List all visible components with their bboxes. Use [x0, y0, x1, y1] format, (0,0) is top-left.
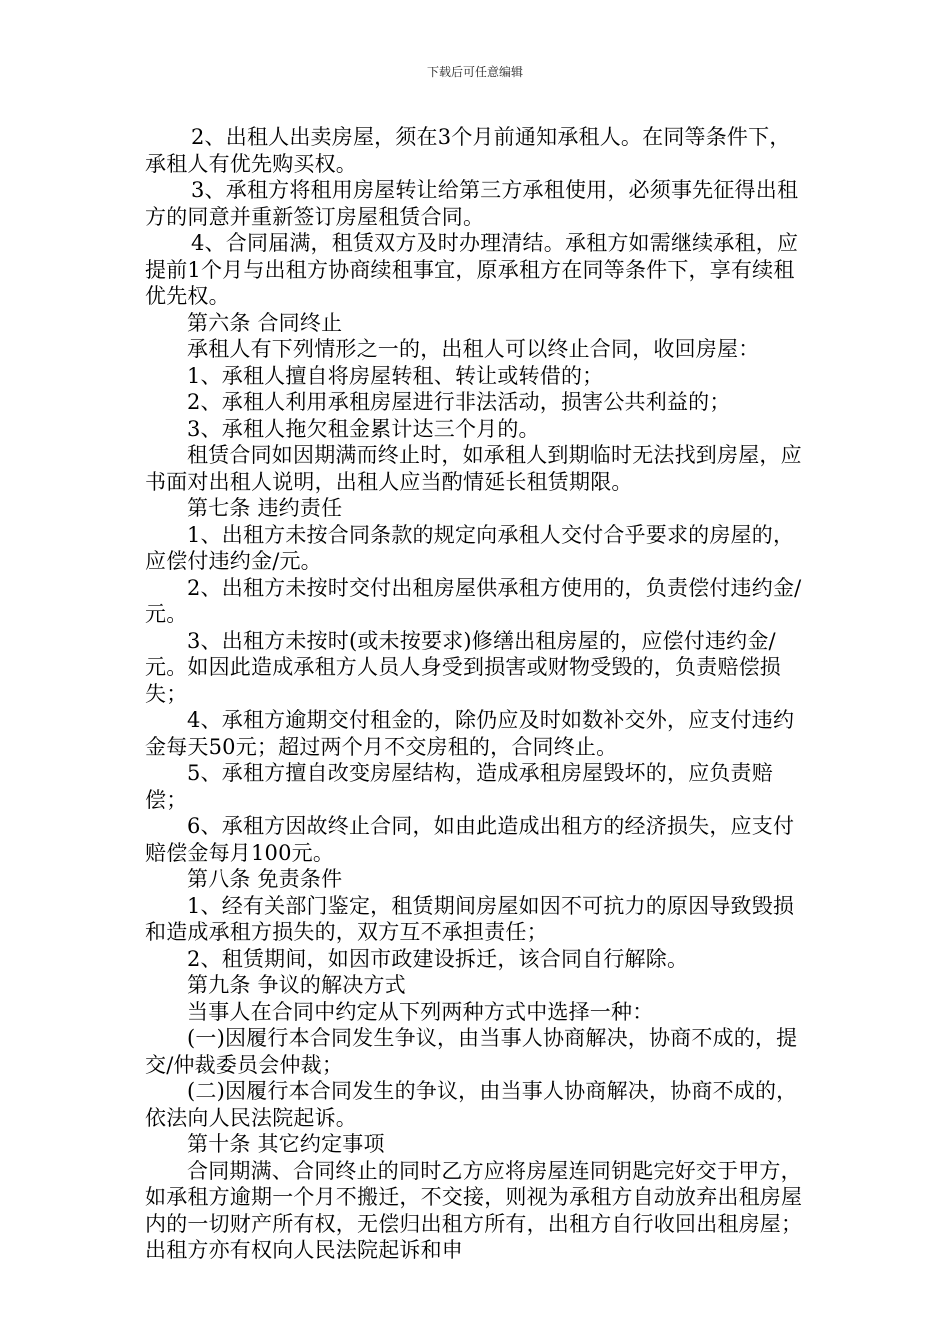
- paragraph: 承租人有下列情形之一的，出租人可以终止合同，收回房屋：: [187, 337, 760, 361]
- paragraph: 4、合同届满，租赁双方及时办理清结。承租方如需继续承租，应提前1个月与出租方协商续租事宜，原承租方在同等条件下，享有续租优先权。: [145, 231, 799, 308]
- paragraph: 合同期满、合同终止的同时乙方应将房屋连同钥匙完好交于甲方，如承租方逾期一个月不搬迁，不交接，则视为承租方自动放弃出租房屋内的一切财产所有权，无偿归出租方所有，出租方自行收回出租房屋；出租方亦有权向人民法院起诉和申: [145, 1158, 803, 1262]
- section-heading: 第七条 违约责任: [187, 496, 343, 520]
- list-item: 5、承租方擅自改变房屋结构，造成承租房屋毁坏的，应负责赔偿；: [145, 761, 773, 812]
- list-item: (一)因履行本合同发生争议，由当事人协商解决，协商不成的，提交/仲裁委员会仲裁；: [145, 1026, 798, 1077]
- page-header: 下载后可任意编辑: [426, 65, 523, 79]
- document-body: [145, 124, 807, 1264]
- paragraph: 3、承租方将租用房屋转让给第三方承租使用，必须事先征得出租方的同意并重新签订房屋租赁合同。: [145, 178, 799, 229]
- list-item: 2、租赁期间，如因市政建设拆迁，该合同自行解除。: [187, 946, 689, 971]
- paragraph: 2、出租人出卖房屋，须在3个月前通知承租人。在同等条件下，承租人有优先购买权。: [145, 125, 791, 176]
- list-item: 1、经有关部门鉴定，租赁期间房屋如因不可抗力的原因导致毁损和造成承租方损失的，双方互不承担责任；: [145, 893, 795, 944]
- list-item: 3、承租人拖欠租金累计达三个月的。: [187, 416, 540, 441]
- list-item: 6、承租方因故终止合同，如由此造成出租方的经济损失，应支付赔偿金每月100元。: [145, 814, 795, 865]
- section-heading: 第六条 合同终止: [187, 310, 343, 335]
- paragraph: 租赁合同如因期满而终止时，如承租人到期临时无法找到房屋，应书面对出租人说明，出租人应当酌情延长租赁期限。: [145, 443, 802, 494]
- section-heading: 第八条 免责条件: [187, 867, 343, 891]
- list-item: (二)因履行本合同发生的争议，由当事人协商解决，协商不成的，依法向人民法院起诉。: [145, 1079, 798, 1130]
- list-item: 1、承租人擅自将房屋转租、转让或转借的；: [187, 363, 604, 388]
- list-item: 4、承租方逾期交付租金的，除仍应及时如数补交外，应支付违约金每天50元；超过两个月不交房租的，合同终止。: [145, 708, 795, 759]
- section-heading: 第九条 争议的解决方式: [187, 973, 406, 997]
- list-item: 1、出租方未按合同条款的规定向承租人交付合乎要求的房屋的，应偿付违约金/元。: [145, 522, 795, 573]
- section-heading: 第十条 其它约定事项: [187, 1132, 385, 1156]
- paragraph: 当事人在合同中约定从下列两种方式中选择一种：: [187, 999, 654, 1024]
- list-item: 2、出租方未按时交付出租房屋供承租方使用的，负责偿付违约金/元。: [145, 575, 802, 626]
- list-item: 2、承租人利用承租房屋进行非法活动，损害公共利益的；: [187, 390, 731, 414]
- list-item: 3、出租方未按时(或未按要求)修缮出租房屋的，应偿付违约金/元。如因此造成承租方人员人身受到损害或财物受毁的，负责赔偿损失；: [145, 628, 781, 706]
